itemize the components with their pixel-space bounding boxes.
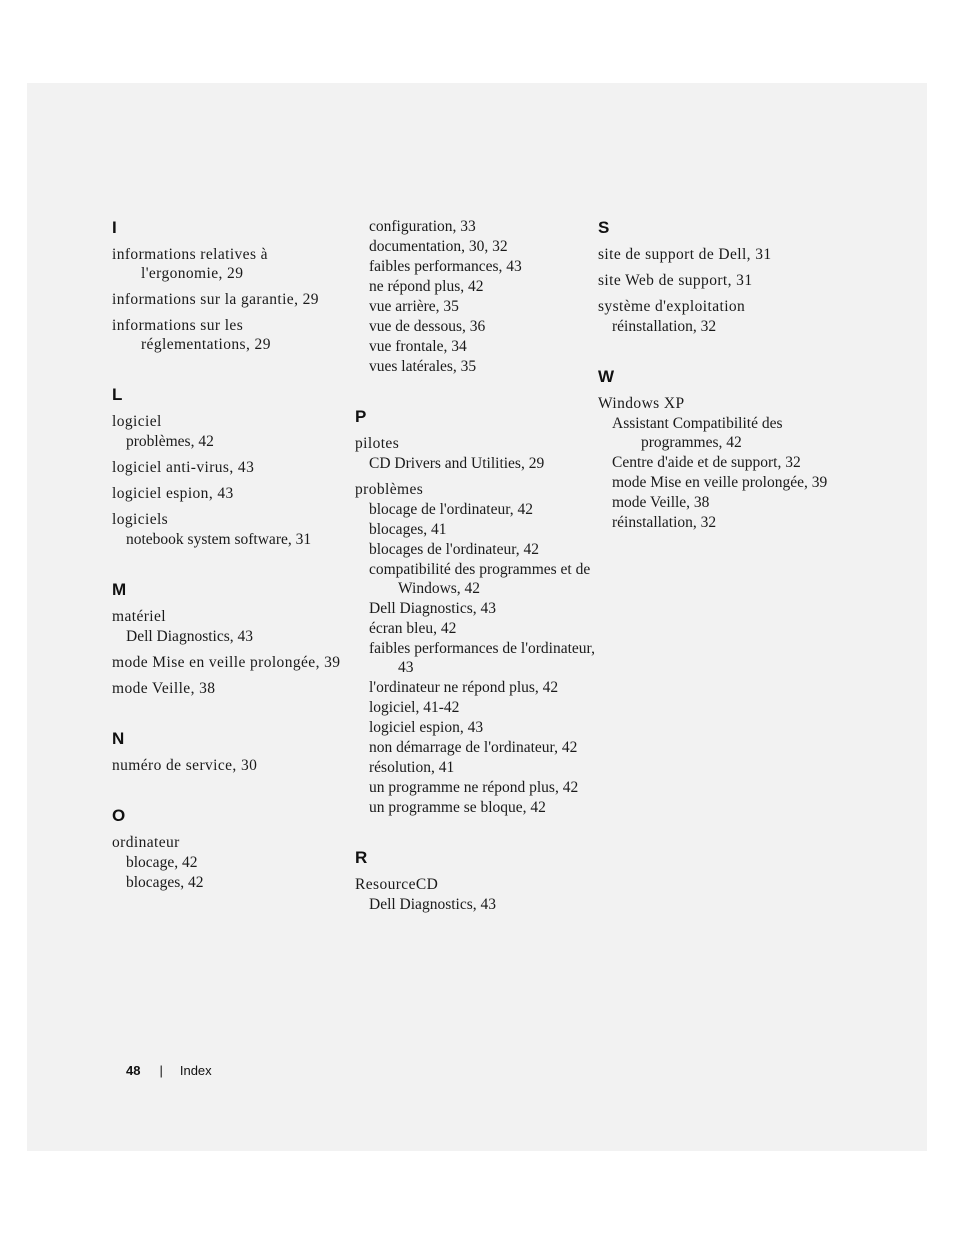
- section-letter: O: [112, 806, 126, 825]
- section-letter: S: [598, 218, 610, 237]
- section-letter: L: [112, 385, 123, 404]
- index-entry: [112, 245, 352, 283]
- index-section-n: [112, 728, 352, 775]
- index-entry: [112, 607, 352, 646]
- index-entry: [598, 394, 848, 532]
- index-entry: [355, 434, 595, 473]
- index-entry: [112, 653, 352, 672]
- index-section-l: [112, 384, 352, 549]
- entry-text: logiciel espion, 43: [112, 485, 234, 502]
- sub-entry: CD Drivers and Utilities, 29: [369, 455, 545, 472]
- entry-text: pilotes: [355, 435, 400, 452]
- entry-text: matériel: [112, 608, 166, 625]
- sub-entry: notebook system software, 31: [126, 531, 312, 548]
- sub-entry: mode Veille, 38: [612, 494, 710, 511]
- index-section-s: [598, 217, 848, 336]
- index-entry: [112, 756, 352, 775]
- index-entry: [355, 875, 595, 914]
- entry-text: site de support de Dell, 31: [598, 246, 772, 263]
- section-letter: P: [355, 407, 367, 426]
- sub-entry: Centre d'aide et de support, 32: [612, 454, 801, 471]
- entry-text: système d'exploitation: [598, 298, 746, 315]
- entry-text: site Web de support, 31: [598, 272, 753, 289]
- footer-separator: |: [159, 1063, 163, 1078]
- index-entry: [598, 271, 848, 290]
- page-footer: [126, 1062, 212, 1080]
- index-entry: [112, 484, 352, 503]
- index-section-o: [112, 805, 352, 892]
- sub-entry: vue de dessous, 36: [369, 318, 486, 335]
- index-entry: [112, 412, 352, 451]
- entry-text: informations relatives à l'ergonomie, 29: [112, 246, 268, 282]
- index-entry: [112, 290, 352, 309]
- sub-entry: blocage de l'ordinateur, 42: [369, 501, 533, 518]
- index-entry: [112, 833, 352, 892]
- index-column-3: [598, 217, 848, 562]
- entry-text: Windows XP: [598, 395, 685, 412]
- sub-entry: vue frontale, 34: [369, 338, 467, 355]
- sub-entry: blocages de l'ordinateur, 42: [369, 541, 540, 558]
- sub-entry: blocages, 41: [369, 521, 447, 538]
- entry-text: informations sur la garantie, 29: [112, 291, 319, 308]
- index-entry: [598, 297, 848, 336]
- sub-entry: réinstallation, 32: [612, 514, 717, 531]
- index-section-p: [355, 406, 595, 817]
- index-entry: [598, 245, 848, 264]
- entry-text: logiciels: [112, 511, 169, 528]
- index-entry: [112, 679, 352, 698]
- section-letter: N: [112, 729, 125, 748]
- entry-text: logiciel anti-virus, 43: [112, 459, 255, 476]
- sub-entry: vues latérales, 35: [369, 358, 477, 375]
- index-entry: [112, 510, 352, 549]
- page-number: 48: [126, 1063, 141, 1078]
- sub-entry: résolution, 41: [369, 759, 455, 776]
- entry-text: ResourceCD: [355, 876, 439, 893]
- sub-entry: réinstallation, 32: [612, 318, 717, 335]
- sub-entry: un programme ne répond plus, 42: [369, 779, 579, 796]
- entry-text: problèmes: [355, 481, 424, 498]
- index-entry: [355, 480, 595, 817]
- sub-entry: ne répond plus, 42: [369, 278, 484, 295]
- entry-text: numéro de service, 30: [112, 757, 258, 774]
- section-letter: I: [112, 218, 117, 237]
- index-section-m: [112, 579, 352, 698]
- sub-entry: logiciel espion, 43: [369, 719, 484, 736]
- sub-entry: blocages, 42: [126, 874, 204, 891]
- index-column-1: [112, 217, 352, 922]
- sub-entry: vue arrière, 35: [369, 298, 459, 315]
- entry-text: informations sur les réglementations, 29: [112, 317, 271, 353]
- entry-text: mode Mise en veille prolongée, 39: [112, 654, 341, 671]
- sub-entry: configuration, 33: [369, 218, 476, 235]
- sub-entry: mode Mise en veille prolongée, 39: [612, 474, 828, 491]
- index-section-r: [355, 847, 595, 914]
- index-continued-entries: [355, 217, 595, 376]
- sub-entry: problèmes, 42: [126, 433, 214, 450]
- sub-entry: écran bleu, 42: [369, 620, 457, 637]
- section-letter: R: [355, 848, 368, 867]
- sub-entry: Dell Diagnostics, 43: [369, 896, 496, 913]
- entry-text: logiciel: [112, 413, 162, 430]
- index-section-i: [112, 217, 352, 354]
- footer-section-name: Index: [179, 1063, 212, 1078]
- index-entry: [112, 316, 352, 354]
- index-section-w: [598, 366, 848, 532]
- sub-entry: documentation, 30, 32: [369, 238, 508, 255]
- entry-text: mode Veille, 38: [112, 680, 216, 697]
- sub-entry: logiciel, 41-42: [369, 699, 460, 716]
- sub-entry: blocage, 42: [126, 854, 198, 871]
- section-letter: W: [598, 367, 615, 386]
- sub-entry: un programme se bloque, 42: [369, 799, 546, 816]
- sub-entry: compatibilité des programmes et de Windows, 42: [369, 561, 591, 597]
- index-column-2: [355, 217, 595, 944]
- sub-entry: faibles performances de l'ordinateur, 43: [369, 640, 595, 676]
- sub-entry: faibles performances, 43: [369, 258, 522, 275]
- sub-entry: l'ordinateur ne répond plus, 42: [369, 679, 559, 696]
- entry-text: ordinateur: [112, 834, 180, 851]
- sub-entry: Dell Diagnostics, 43: [126, 628, 253, 645]
- sub-entry: non démarrage de l'ordinateur, 42: [369, 739, 578, 756]
- sub-entry: Assistant Compatibilité des programmes, 42: [612, 415, 783, 451]
- section-letter: M: [112, 580, 127, 599]
- index-entry: [112, 458, 352, 477]
- sub-entry: Dell Diagnostics, 43: [369, 600, 496, 617]
